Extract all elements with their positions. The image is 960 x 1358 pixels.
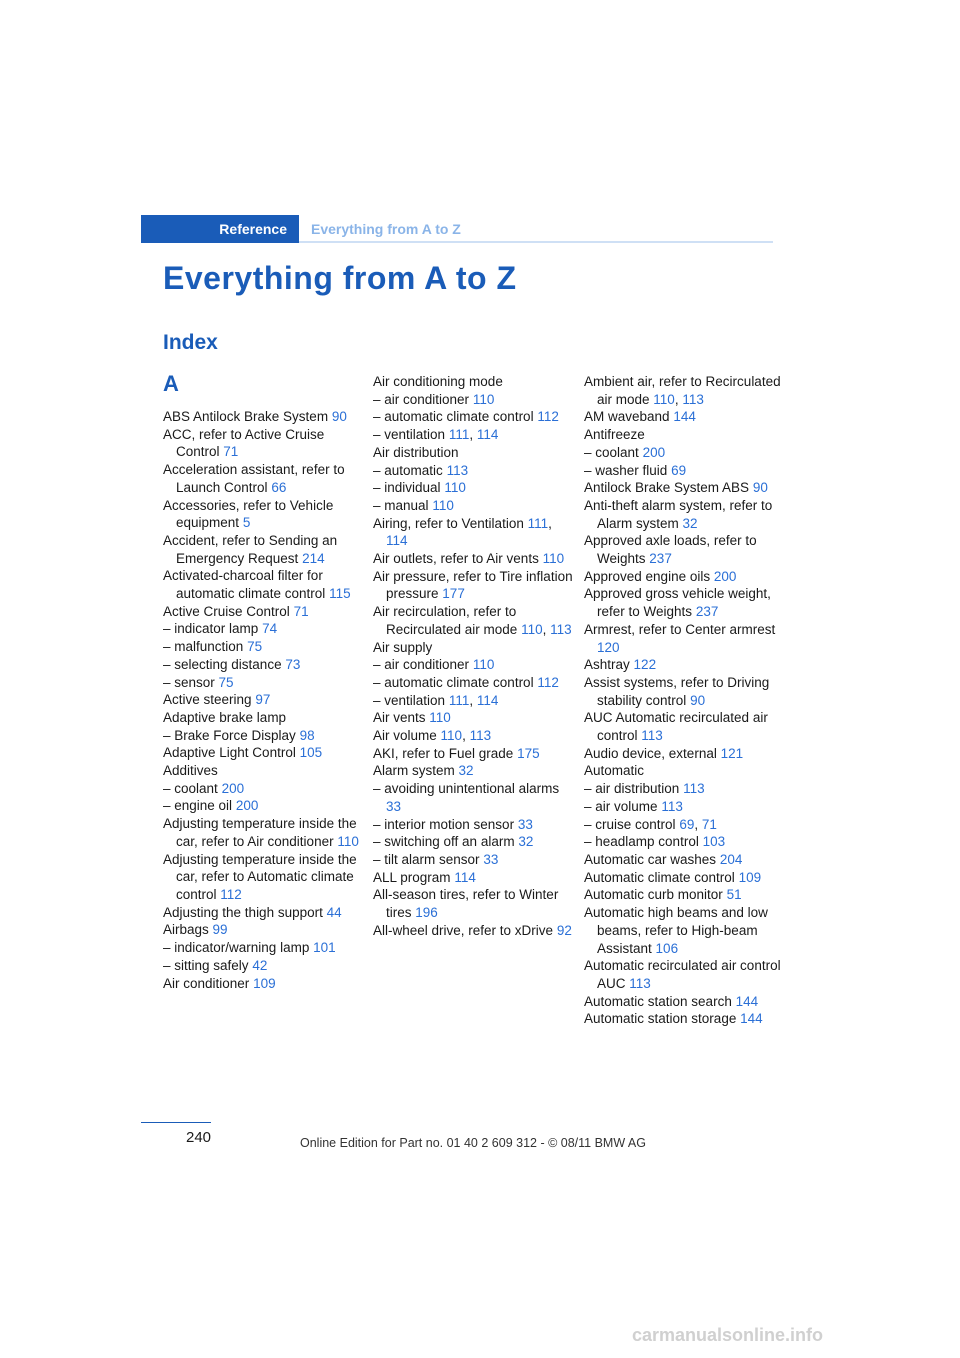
index-entry: Air volume 110, 113 [373, 728, 492, 744]
page-reference-link[interactable]: 103 [702, 834, 726, 850]
index-entry [163, 797, 363, 815]
index-entry [584, 709, 784, 744]
header-subsection: Everything from A to Z [311, 221, 461, 237]
index-entry-label: Approved gross vehicle weight, refer to Weights [584, 586, 771, 620]
index-entry-label: Active Cruise Control [163, 603, 290, 619]
index-entry-label: Accessories, refer to Vehicle equipment [163, 497, 334, 531]
index-entry [584, 497, 784, 532]
page-reference-link[interactable]: 90 [331, 409, 347, 424]
index-entry-label: Additives [163, 763, 218, 779]
index-entry [163, 921, 363, 939]
index-entry-label: – coolant [584, 444, 639, 460]
page-reference-link[interactable]: 75 [247, 639, 263, 655]
index-entry-label: – avoiding unintentional alarms [373, 781, 560, 797]
page-reference-link[interactable]: 92 [556, 922, 572, 938]
index-entry-label: Ambient air, refer to Recirculated air mode [584, 374, 781, 407]
page-reference-link[interactable]: 121 [720, 745, 744, 761]
page-reference-link[interactable]: 101 [313, 940, 336, 956]
page-header [141, 215, 773, 243]
index-entry [163, 638, 363, 656]
page-number: 240 [186, 1129, 212, 1146]
index-entry [163, 691, 363, 709]
index-entry-label: Automatic climate control [584, 869, 735, 885]
footer-note: Online Edition for Part no. 01 40 2 609 312 - © 08/11 BMW AG [300, 1136, 646, 1150]
index-entry [373, 408, 573, 426]
index-entry [373, 462, 573, 480]
page-reference-link[interactable]: 90 [690, 692, 706, 708]
index-entry-label: – individual [373, 480, 441, 496]
page-reference-link[interactable]: 97 [255, 692, 271, 708]
page-reference-link[interactable]: 144 [740, 1011, 763, 1027]
index-entry [584, 745, 784, 763]
page-reference-link[interactable]: 33 [517, 816, 533, 832]
page-reference-link[interactable]: 110 [440, 728, 463, 744]
page-reference-link[interactable]: 90 [752, 480, 768, 496]
index-entry-label: – engine oil [163, 798, 233, 814]
index-entry: Ambient air, refer to Recirculated air mode 110, 113 [584, 374, 781, 407]
index-entry [584, 886, 784, 904]
page-reference-link[interactable]: 144 [735, 993, 759, 1009]
index-entry-label: – washer fluid [584, 462, 668, 478]
index-entry [163, 620, 363, 638]
page-reference-link[interactable]: 69 [671, 462, 687, 478]
page-reference-link[interactable]: 196 [415, 905, 438, 921]
index-entry [584, 621, 784, 656]
page-reference-link[interactable]: 113 [682, 391, 704, 407]
index-entry-label: – air conditioner [373, 657, 470, 673]
index-entry-label: AM waveband [584, 409, 670, 425]
page-reference-link[interactable]: 177 [442, 586, 465, 602]
page-reference-link[interactable]: 114 [454, 869, 476, 885]
page-reference-link[interactable]: 5 [242, 515, 251, 531]
index-entry-label: Antifreeze [584, 427, 645, 443]
page-reference-link[interactable]: 113 [629, 975, 651, 991]
index-entry-label: Automatic [584, 763, 645, 779]
index-entry [163, 762, 363, 780]
index-entry-label: Approved engine oils [584, 568, 711, 584]
index-entry [373, 639, 573, 657]
index-entry [373, 745, 573, 763]
index-entry-label: ACC, refer to Active Cruise Control [163, 426, 325, 460]
index-entry [373, 550, 573, 568]
header-divider [299, 241, 773, 243]
index-entry-label: – automatic climate control [373, 674, 534, 690]
index-entry-label: – air volume [584, 798, 658, 814]
index-entry-label: – indicator/warning lamp [163, 940, 310, 956]
index-entry [373, 373, 573, 391]
index-entry [163, 727, 363, 745]
index-entry-label: – manual [373, 497, 429, 513]
index-entry-label: Automatic station storage [584, 1011, 737, 1027]
page-reference-link[interactable]: 71 [293, 603, 309, 619]
index-entry [163, 780, 363, 798]
page-reference-link[interactable]: 109 [253, 975, 276, 991]
page-reference-link[interactable]: 32 [518, 834, 534, 850]
page-reference-link[interactable]: 109 [738, 869, 762, 885]
page-reference-link[interactable]: 112 [537, 409, 559, 425]
index-entry-label: Automatic car washes [584, 851, 717, 867]
page-reference-link[interactable]: 71 [701, 816, 717, 832]
page-reference-link[interactable]: 200 [642, 444, 666, 460]
page-reference-link[interactable]: 110 [542, 551, 565, 567]
watermark: carmanualsonline.info [632, 1325, 824, 1345]
page-reference-link[interactable]: 110 [521, 621, 543, 637]
index-entry-label: Air recirculation, refer to Recirculated air mode [373, 604, 518, 637]
index-entry [584, 585, 784, 620]
index-entry [163, 904, 363, 922]
index-entry-label: Approved axle loads, refer to Weights [584, 533, 757, 567]
page-reference-link[interactable]: 200 [713, 568, 737, 584]
page-reference-link[interactable]: 110 [429, 710, 451, 726]
index-entry: – ventilation 111, 114 [373, 692, 499, 708]
page-reference-link[interactable]: 112 [220, 886, 242, 902]
index-entry [163, 532, 363, 567]
page-reference-link[interactable]: 111 [527, 515, 549, 531]
index-entry-label: – selecting distance [163, 656, 282, 672]
index-entry [373, 391, 573, 409]
index-entry-label: Air outlets, refer to Air vents [373, 551, 539, 567]
index-entry-label: Armrest, refer to Center armrest [584, 621, 776, 637]
index-entry [163, 603, 363, 621]
index-entry-label: – coolant [163, 780, 218, 796]
page-reference-link[interactable]: 66 [271, 479, 287, 495]
page-reference-link[interactable]: 112 [537, 674, 559, 690]
page-reference-link[interactable]: 74 [262, 621, 278, 637]
page-reference-link[interactable]: 110 [653, 391, 675, 407]
index-entry [584, 532, 784, 567]
index-entry [584, 656, 784, 674]
index-entry-label: – headlamp control [584, 834, 699, 850]
index-entry-label: – sensor [163, 674, 215, 690]
page-reference-link[interactable]: 113 [641, 728, 663, 744]
page-reference-link[interactable]: 71 [223, 444, 239, 460]
page-reference-link[interactable]: 111 [448, 427, 470, 443]
page-reference-link[interactable]: 120 [597, 639, 620, 655]
index-entry-label: Air pressure, refer to Tire inflation pressure [373, 568, 573, 602]
index-entry [163, 567, 363, 602]
index-entry [584, 833, 784, 851]
page-reference-link[interactable]: 110 [472, 657, 495, 673]
index-entry-label: Adjusting temperature inside the car, refer to Air conditioner [163, 816, 357, 849]
page-reference-link[interactable]: 113 [683, 781, 705, 797]
index-entry [373, 922, 573, 940]
page-reference-link[interactable]: 113 [550, 621, 572, 637]
page-reference-link[interactable]: 32 [458, 763, 474, 779]
index-entry-label: Ashtray [584, 657, 630, 673]
page-reference-link[interactable]: 44 [326, 904, 342, 920]
index-entry-label: – switching off an alarm [373, 834, 515, 850]
index-entry-label: – sitting safely [163, 957, 249, 973]
index-entry-label: – indicator lamp [163, 621, 259, 637]
index-entry [584, 762, 784, 780]
index-entry-label: All-season tires, refer to Winter tires [373, 887, 559, 921]
index-entry-label: – tilt alarm sensor [373, 851, 480, 867]
index-entry [584, 904, 784, 957]
page-reference-link[interactable]: 114 [476, 692, 499, 708]
index-entry-label: Adjusting temperature inside the car, refer to Automatic climate control [163, 851, 357, 902]
index-entry-label: Air supply [373, 639, 433, 655]
index-entry [373, 869, 573, 887]
index-entry [163, 975, 363, 993]
index-entry-label: Airbags [163, 922, 209, 938]
index-entry-label: AKI, refer to Fuel grade [373, 745, 514, 761]
index-entry [584, 444, 784, 462]
index-entry-label: All-wheel drive, refer to xDrive [373, 922, 554, 938]
index-entry [163, 674, 363, 692]
index-entry-label: Air vents [373, 710, 426, 726]
index-entry-label: Automatic curb monitor [584, 887, 723, 903]
index-entry [373, 497, 573, 515]
index-entry-label: – automatic climate control [373, 409, 534, 425]
index-entry-label: Adaptive Light Control [163, 745, 296, 761]
letter-heading: A [163, 371, 179, 396]
index-entry-label: – interior motion sensor [373, 816, 515, 832]
index-entry-label: – ventilation [373, 427, 446, 443]
page-reference-link[interactable]: 237 [649, 551, 672, 567]
page-reference-link[interactable]: 114 [386, 533, 408, 549]
page-reference-link[interactable]: 200 [235, 798, 259, 814]
index-entry-label: Adaptive brake lamp [163, 709, 287, 725]
page-reference-link[interactable]: 32 [682, 515, 698, 531]
index-entry [373, 762, 573, 780]
page-reference-link[interactable]: 110 [432, 497, 454, 513]
index-entry-label: – Brake Force Display [163, 727, 296, 743]
index-entry [163, 497, 363, 532]
index-entry [373, 709, 573, 727]
index-entry-label: – cruise control [584, 816, 676, 832]
index-entry [584, 780, 784, 798]
index-entry [163, 957, 363, 975]
page-reference-link[interactable]: 200 [221, 780, 245, 796]
index-entry [373, 833, 573, 851]
page-reference-link[interactable]: 73 [285, 656, 301, 672]
page-reference-link[interactable]: 237 [695, 604, 719, 620]
index-entry-label: Air conditioner [163, 975, 250, 991]
index-entry [373, 568, 573, 603]
index-entry-label: Automatic high beams and low beams, refer to High-beam Assistant [584, 905, 768, 956]
index-entry [584, 408, 784, 426]
index-entry-label: Active steering [163, 692, 252, 708]
index-entry-label: Air conditioning mode [373, 374, 503, 389]
page-reference-link[interactable]: 33 [483, 851, 499, 867]
index-entry [163, 709, 363, 727]
index-column-3 [584, 373, 784, 1028]
index-entry [163, 939, 363, 957]
page-reference-link[interactable]: 105 [299, 745, 323, 761]
index-entry: Airing, refer to Ventilation 111, 114 [373, 515, 552, 549]
index-entry-label: Airing, refer to Ventilation [373, 515, 524, 531]
index-entry [584, 993, 784, 1011]
index-entry [584, 426, 784, 444]
page-reference-link[interactable]: 75 [218, 674, 234, 690]
index-entry [373, 656, 573, 674]
index-entry [584, 957, 784, 992]
page-reference-link[interactable]: 113 [469, 728, 492, 744]
page-reference-link[interactable]: 99 [212, 922, 228, 938]
index-entry [373, 886, 573, 921]
index-entry [584, 869, 784, 887]
index-entry [584, 462, 784, 480]
index-entry-label: AUC Automatic recirculated air control [584, 710, 768, 744]
index-entry [373, 851, 573, 869]
page-reference-link[interactable]: 42 [252, 957, 268, 973]
index-entry-label: – malfunction [163, 639, 244, 655]
index-entry: – cruise control 69, 71 [584, 816, 717, 832]
index-entry-label: Adjusting the thigh support [163, 904, 323, 920]
page-reference-link[interactable]: 214 [302, 550, 325, 566]
page-reference-link[interactable]: 114 [476, 427, 499, 443]
page-reference-link[interactable]: 115 [329, 586, 351, 602]
index-entry-label: – air distribution [584, 781, 680, 797]
page-reference-link[interactable]: 33 [386, 798, 402, 814]
index-entry [373, 780, 573, 815]
page-reference-link[interactable]: 106 [655, 940, 679, 956]
index-entry [373, 479, 573, 497]
page-title: Everything from A to Z [163, 260, 517, 296]
index-entry-label: Automatic recirculated air control AUC [584, 958, 781, 991]
page-reference-link[interactable]: 204 [719, 851, 743, 867]
index-entry [584, 479, 784, 497]
index-entry-label: Air volume [373, 728, 437, 744]
page-reference-link[interactable]: 175 [517, 745, 540, 761]
index-entry-label: Anti-theft alarm system, refer to Alarm system [584, 497, 773, 531]
index-entry-label: – automatic [373, 462, 443, 478]
index-entry-label: Audio device, external [584, 745, 717, 761]
index-entry-label: Air distribution [373, 444, 459, 460]
index-column-1 [163, 408, 363, 992]
page-reference-link[interactable]: 144 [673, 409, 696, 425]
index-entry-label: Accident, refer to Sending an Emergency Request [163, 532, 338, 566]
page-reference-link[interactable]: 110 [472, 391, 495, 407]
page-reference-link[interactable]: 113 [446, 462, 469, 478]
index-entry [373, 444, 573, 462]
index-entry-label: ALL program [373, 869, 451, 885]
index-entry: Air recirculation, refer to Recirculated air mode 110, 113 [373, 604, 572, 637]
index-entry [373, 816, 573, 834]
index-entry-label: Alarm system [373, 763, 455, 779]
page-reference-link[interactable]: 110 [337, 833, 359, 849]
index-entry-label: Activated-charcoal filter for automatic climate control [163, 568, 326, 602]
index-entry-label: Assist systems, refer to Driving stability control [584, 674, 770, 708]
index-entry-label: – ventilation [373, 692, 446, 708]
index-entry-label: Acceleration assistant, refer to Launch Control [163, 462, 345, 495]
page-reference-link[interactable]: 51 [726, 887, 742, 903]
page-reference-link[interactable]: 111 [448, 692, 470, 708]
index-entry [584, 798, 784, 816]
index-entry-label: Automatic station search [584, 993, 732, 1009]
index-entry [584, 851, 784, 869]
index-entry [163, 744, 363, 762]
page-reference-link[interactable]: 98 [299, 727, 315, 743]
index-entry-label: Antilock Brake System ABS [584, 480, 750, 496]
index-entry-label: – air conditioner [373, 391, 470, 407]
page-reference-link[interactable]: 113 [661, 798, 683, 814]
index-entry [584, 1010, 784, 1028]
index-entry [163, 656, 363, 674]
index-entry [163, 461, 363, 496]
page-reference-link[interactable]: 122 [633, 657, 657, 673]
index-entry [584, 674, 784, 709]
index-entry-label: ABS Antilock Brake System [163, 409, 329, 424]
header-section-tab: Reference [141, 215, 299, 243]
index-entry [163, 426, 363, 461]
index-entry [163, 851, 363, 904]
index-column-2 [373, 373, 573, 940]
index-entry: – ventilation 111, 114 [373, 427, 499, 443]
index-entry [163, 815, 363, 850]
index-entry [163, 408, 363, 426]
index-entry [373, 674, 573, 692]
index-heading: Index [163, 331, 218, 354]
index-entry [584, 568, 784, 586]
page-reference-link[interactable]: 110 [444, 480, 466, 496]
page-reference-link[interactable]: 69 [679, 816, 695, 832]
footer-divider [141, 1122, 211, 1123]
